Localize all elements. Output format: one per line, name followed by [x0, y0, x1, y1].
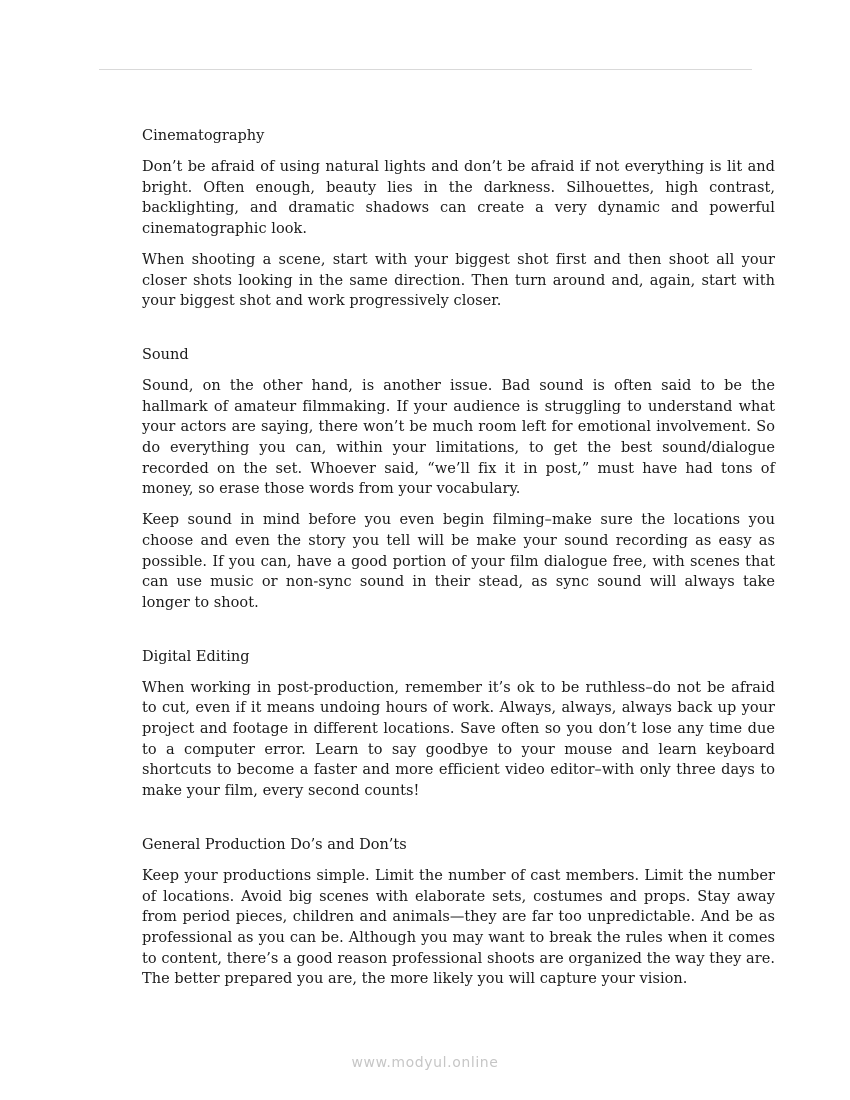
paragraph: When working in post-production, remember it’s ok to be ruthless–do not be afraid to cut, even if it means undoing hours of work. Always, always, always back up your project and footage in different locations. Save often so you don’t lose any time due to a computer error. Learn to say goodbye to your mouse and learn keyboard shortcuts to become a faster and more efficient video editor–with only three days to make your film, every second counts!: [142, 679, 775, 800]
paragraph: Sound, on the other hand, is another issue. Bad sound is often said to be the hallmark of amateur filmmaking. If your audience is struggling to understand what your actors are saying, there won’t be much room left for emotional involvement. So do everything you can, within your limitations, to get the best sound/dialogue recorded on the set. Whoever said, “we’ll fix it in post,” must have had tons of money, so erase those words from your vocabulary.: [142, 377, 775, 498]
section-heading: General Production Do’s and Don’ts: [142, 836, 407, 853]
section-cinematography: [142, 126, 775, 312]
section-sound: [142, 345, 775, 614]
footer-watermark: www.modyul.online: [351, 1055, 499, 1071]
paragraph: Don’t be afraid of using natural lights and don’t be afraid if not everything is lit and bright. Often enough, beauty lies in the darkness. Silhouettes, high contrast, backlighting, and dramatic shadows can create a very dynamic and powerful cinematographic look.: [142, 159, 775, 238]
section-heading: Sound: [142, 346, 189, 363]
section-general-production: [142, 835, 775, 990]
paragraph: Keep your productions simple. Limit the number of cast members. Limit the number of locations. Avoid big scenes with elaborate sets, costumes and props. Stay away from period pieces, children and animals—they are far too unpredictable. And be as professional as you can be. Although you may want to break the rules when it comes to content, there’s a good reason professional shoots are organized the way they are. The better prepared you are, the more likely you will capture your vision.: [142, 867, 775, 988]
section-digital-editing: [142, 647, 775, 802]
document-body: [142, 126, 775, 1000]
section-heading: Digital Editing: [142, 648, 250, 665]
paragraph: When shooting a scene, start with your biggest shot first and then shoot all your closer shots looking in the same direction. Then turn around and, again, start with your biggest shot and work progressively closer.: [142, 251, 775, 310]
top-divider: [99, 69, 752, 70]
section-heading: Cinematography: [142, 128, 265, 144]
paragraph: Keep sound in mind before you even begin filming–make sure the locations you choose and even the story you tell will be make your sound recording as easy as possible. If you can, have a good portion of your film dialogue free, with scenes that can use music or non-sync sound in their stead, as sync sound will always take longer to shoot.: [142, 512, 775, 611]
